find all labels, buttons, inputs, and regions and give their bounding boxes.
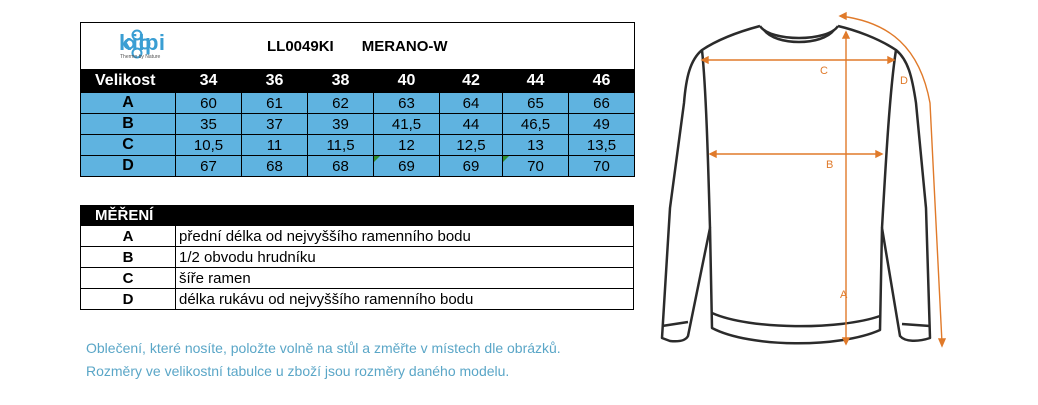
- table-cell: 49: [569, 114, 635, 135]
- table-cell: 39: [308, 114, 374, 135]
- table-row: [81, 93, 635, 114]
- table-cell: 69: [440, 156, 503, 177]
- table-row: [81, 289, 634, 310]
- measurement-label: C: [81, 268, 176, 289]
- table-cell: 70: [503, 156, 569, 177]
- measurement-label: B: [81, 247, 176, 268]
- table-cell: 37: [242, 114, 308, 135]
- size-header-row: [81, 70, 635, 93]
- table-cell: 35: [176, 114, 242, 135]
- brand-name: kilpi: [119, 30, 166, 55]
- instruction-note: Rozměry ve velikostní tabulce u zboží jsou rozměry daného modelu.: [86, 363, 510, 379]
- table-cell: 63: [374, 93, 440, 114]
- label-c: C: [820, 65, 828, 77]
- size-header: 46: [569, 70, 635, 93]
- label-d: D: [900, 75, 908, 87]
- instruction-note: Oblečení, které nosíte, položte volně na stůl a změřte v místech dle obrázků.: [86, 340, 561, 356]
- product-code: LL0049KI: [267, 38, 334, 55]
- table-cell: 61: [242, 93, 308, 114]
- table-cell: 68: [242, 156, 308, 177]
- label-a: A: [840, 289, 848, 301]
- table-row: [81, 156, 635, 177]
- product-title: [267, 38, 448, 55]
- table-cell: 44: [440, 114, 503, 135]
- table-row: [81, 114, 635, 135]
- table-cell: 12,5: [440, 135, 503, 156]
- measurement-table: [80, 205, 634, 310]
- table-cell: 64: [440, 93, 503, 114]
- table-cell: 69: [374, 156, 440, 177]
- product-model: MERANO-W: [361, 38, 448, 55]
- table-cell: 67: [176, 156, 242, 177]
- label-b: B: [826, 159, 834, 171]
- size-header: 38: [308, 70, 374, 93]
- shirt-outline: [662, 26, 930, 343]
- size-header: 34: [176, 70, 242, 93]
- measurement-label: A: [81, 226, 176, 247]
- table-row: [81, 226, 634, 247]
- garment-diagram: [650, 8, 950, 368]
- row-label: B: [81, 114, 176, 135]
- table-cell: 13,5: [569, 135, 635, 156]
- measurement-label: D: [81, 289, 176, 310]
- table-cell: 13: [503, 135, 569, 156]
- brand-logo: [89, 29, 185, 63]
- table-cell: 65: [503, 93, 569, 114]
- size-header: 36: [242, 70, 308, 93]
- table-cell: 66: [569, 93, 635, 114]
- table-cell: 11,5: [308, 135, 374, 156]
- table-cell: 70: [569, 156, 635, 177]
- table-cell: 46,5: [503, 114, 569, 135]
- table-cell: 41,5: [374, 114, 440, 135]
- size-table: [80, 22, 635, 177]
- table-row: [81, 135, 635, 156]
- row-label: C: [81, 135, 176, 156]
- measurement-desc: šíře ramen: [176, 268, 634, 289]
- size-header: 40: [374, 70, 440, 93]
- table-cell: 12: [374, 135, 440, 156]
- row-label: D: [81, 156, 176, 177]
- size-header: 44: [503, 70, 569, 93]
- measurement-desc: 1/2 obvodu hrudníku: [176, 247, 634, 268]
- measurement-title: MĚŘENÍ: [81, 206, 634, 226]
- table-header-cell: [81, 23, 635, 70]
- size-header: 42: [440, 70, 503, 93]
- measurement-lines: [702, 13, 945, 346]
- table-row: [81, 247, 634, 268]
- brand-tagline: Thermo by Nature: [120, 54, 161, 60]
- measurement-desc: přední délka od nejvyššího ramenního bodu: [176, 226, 634, 247]
- table-cell: 10,5: [176, 135, 242, 156]
- measurement-desc: délka rukávu od nejvyššího ramenního bodu: [176, 289, 634, 310]
- table-cell: 68: [308, 156, 374, 177]
- table-cell: 60: [176, 93, 242, 114]
- row-label: A: [81, 93, 176, 114]
- table-cell: 62: [308, 93, 374, 114]
- size-header-label: Velikost: [81, 70, 176, 93]
- table-cell: 11: [242, 135, 308, 156]
- table-row: [81, 268, 634, 289]
